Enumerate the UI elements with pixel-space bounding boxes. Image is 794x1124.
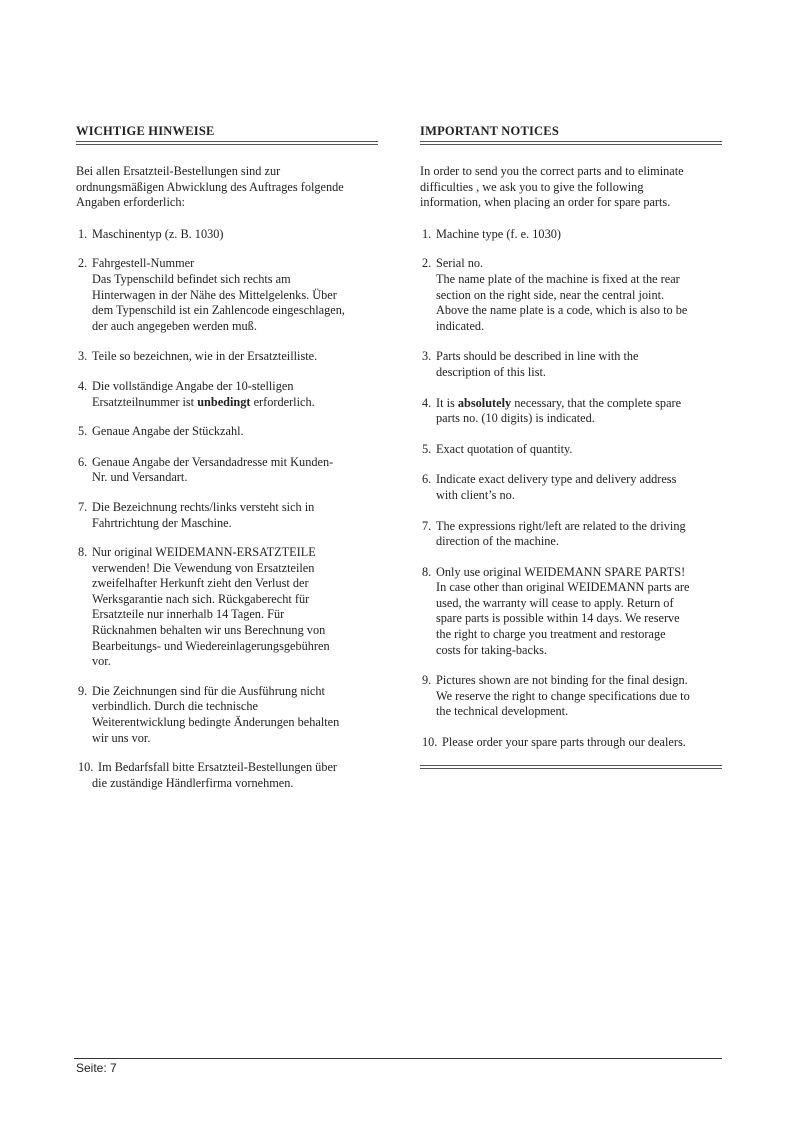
list-item: 3. Parts should be described in line with the description of this list. (422, 349, 639, 379)
list-item: 5. Exact quotation of quantity. (422, 441, 573, 456)
list-item: 1. Maschinentyp (z. B. 1030) (78, 226, 224, 241)
list-item: 3. Teile so bezeichnen, wie in der Ersatzteilliste. (78, 349, 318, 364)
list-item: 2. Serial no. The name plate of the machine is fixed at the rear section on the right side, near the central joint. Above the name plate is a code, which is also to be indicated. (422, 256, 688, 333)
list-item: 9. Die Zeichnungen sind für die Ausführung nicht verbindlich. Durch die technische Weiterentwicklung bedingte Änderungen behalten wir uns vor. (78, 683, 340, 745)
list-item: 4. It is absolutely necessary, that the complete spare parts no. (10 digits) is indicated. (422, 395, 682, 426)
english-column (420, 124, 722, 769)
german-heading: WICHTIGE HINWEISE (76, 124, 215, 138)
list-item: 6. Genaue Angabe der Versandadresse mit Kunden- Nr. und Versandart. (78, 454, 334, 485)
section-end-rule (420, 765, 722, 769)
list-item: 8. Only use original WEIDEMANN SPARE PARTS! In case other than original WEIDEMANN parts are used, the warranty will cease to apply. Return of spare parts is possible within 14 days. We reserve the right to charge you treatment and restorage costs for taking-backs. (422, 564, 690, 657)
list-item: 7. Die Bezeichnung rechts/links versteht sich in Fahrtrichtung der Maschine. (78, 499, 315, 530)
german-list (76, 227, 378, 792)
list-item: 5. Genaue Angabe der Stückzahl. (78, 424, 244, 439)
list-item: 1. Machine type (f. e. 1030) (422, 226, 561, 241)
german-column (76, 124, 378, 791)
footer-divider (74, 1058, 722, 1059)
list-item: 8. Nur original WEIDEMANN-ERSATZTEILE verwenden! Die Vewendung von Ersatzteilen zweifelhafter Herkunft zieht den Verlust der Werksgarantie nach sich. Rückgaberecht für Ersatzteile nur innerhalb 14 Tagen. Für Rücknahmen behalten wir uns Berechnung von Bearbeitungs- und Wiedereinlagerungsgebühren vor. (78, 545, 330, 669)
list-item: 7. The expressions right/left are related to the driving direction of the machine. (422, 518, 686, 549)
list-item: 10. Im Bedarfsfall bitte Ersatzteil-Bestellungen über die zuständige Händlerfirma vornehmen. (78, 760, 338, 790)
english-intro: In order to send you the correct parts and to eliminate difficulties , we ask you to give the following information, when placing an order for spare parts. (420, 164, 684, 210)
list-item: 9. Pictures shown are not binding for the final design. We reserve the right to change specifications due to the technical development. (422, 673, 690, 719)
list-item: 4. Die vollständige Angabe der 10-stelligen Ersatzteilnummer ist unbedingt erforderlich. (78, 378, 315, 409)
heading-rule (420, 141, 722, 145)
list-item: 10. Please order your spare parts through our dealers. (422, 735, 686, 750)
german-intro: Bei allen Ersatzteil-Bestellungen sind zur ordnungsmäßigen Abwicklung des Auftrages folgende Angaben erforderlich: (76, 164, 344, 210)
english-list (420, 227, 722, 751)
heading-rule (76, 141, 378, 145)
list-item: 6. Indicate exact delivery type and delivery address with client’s no. (422, 472, 677, 502)
list-item: 2. Fahrgestell-Nummer Das Typenschild befindet sich rechts am Hinterwagen in der Nähe des Mittelgelenks. Über dem Typenschild ist ein Zahlencode eingeschlagen, der auch angegeben werden muß. (78, 256, 345, 333)
page-number: Seite: 7 (76, 1061, 117, 1075)
english-heading: IMPORTANT NOTICES (420, 124, 559, 138)
